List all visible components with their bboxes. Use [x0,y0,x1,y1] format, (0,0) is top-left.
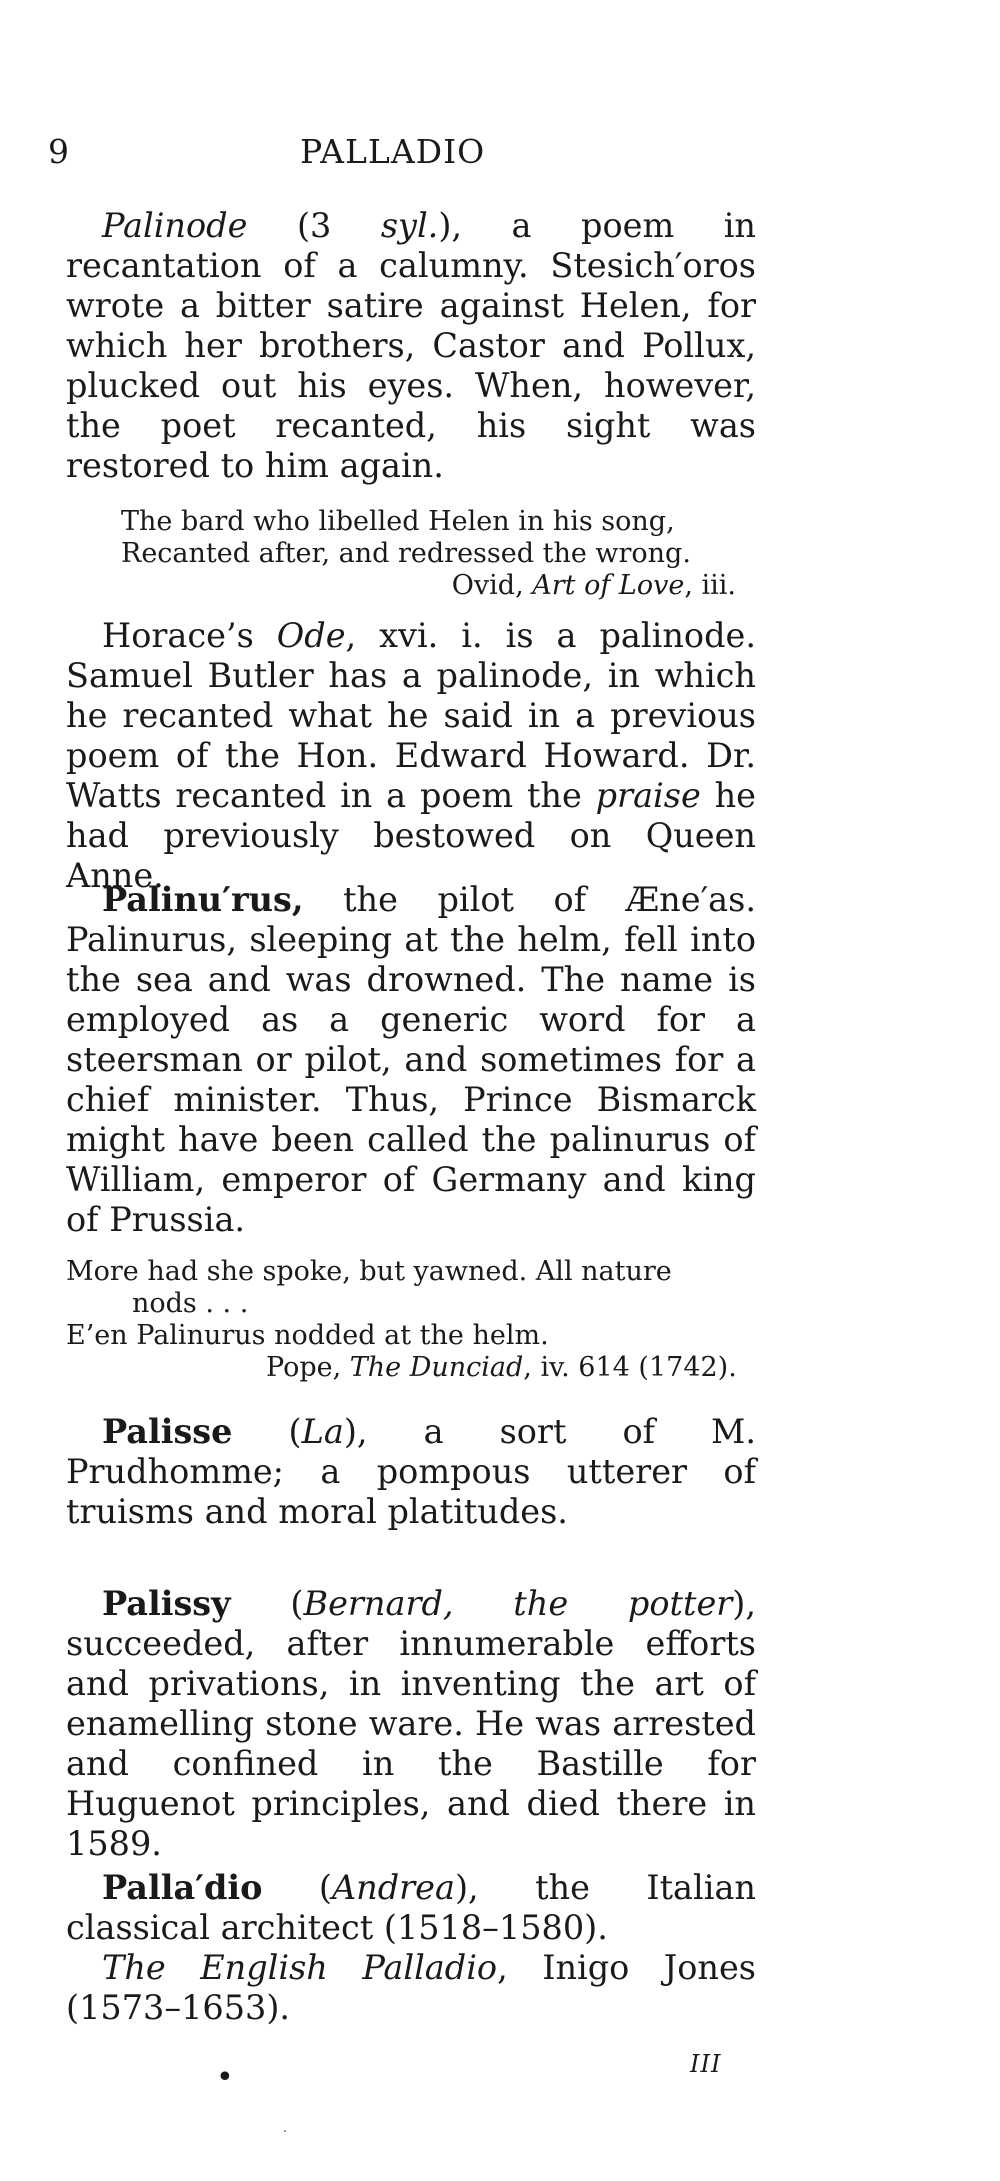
entry-palinode [66,206,756,896]
head-title: PALLADIO [300,132,486,171]
palinode-quote: The bard who libelled Helen in his song, Recanted after, and redressed the wrong. Ovid, Art of Love, iii. [66,506,756,602]
palinurus-quote: More had she spoke, but yawned. All nature nods . . . E’en Palinurus nodded at the helm. Pope, The Dunciad, iv. 614 (1742). [66,1256,756,1384]
palinode-paragraph-2: Horace’s Ode, xvi. i. is a palinode. Samuel Butler has a palinode, in which he recanted what he said in a previous poem of the Hon. Edward Howard. Dr. Watts recanted in a poem the praise he had previously bestowed on Queen Anne. [66,616,756,895]
running-head [0,132,1000,182]
palinode-definition: Palinode (3 syl.), a poem in recantation of a calumny. Stesich′oros wrote a bitter satire against Helen, for which her brothers, Castor and Pollux, plucked out his eyes. When, however, the poet recanted, his sight was restored to him again. [66,206,756,485]
entry-palissy [66,1584,756,1864]
palladio-term: Palla′dio [102,1868,263,1907]
signature-mark: III [690,2050,722,2078]
entry-palladio [66,1868,756,2028]
palissy-definition: Palissy (Bernard, the potter), succeeded, after innumerable efforts and privations, in inventing the art of enamelling stone ware. He was arrested and confined in the Bastille for Huguenot principles, and died there in 1589. [66,1584,756,1863]
palisse-term: Palisse [102,1412,233,1451]
scan-speck [284,2130,286,2132]
entry-palinurus [66,880,756,1384]
palinurus-definition: Palinu′rus, the pilot of Æne′as. Palinurus, sleeping at the helm, fell into the sea and was drowned. The name is employed as a generic word for a steersman or pilot, and sometimes for a chief minister. Thus, Prince Bismarck might have been called the palinurus of William, emperor of Germany and king of Prussia. [66,880,756,1239]
entry-palisse [66,1412,756,1532]
palladio-definition: Palla′dio (Andrea), the Italian classical architect (1518–1580). [66,1868,756,1947]
palisse-definition: Palisse (La), a sort of M. Prudhomme; a pompous utterer of truisms and moral platitudes. [66,1412,757,1531]
palinurus-term: Palinu′rus, [102,880,304,919]
palinode-term: Palinode [102,206,248,245]
palinurus-quote-source: Pope, The Dunciad, iv. 614 (1742). [266,1352,737,1383]
palladio-english: The English Palladio, Inigo Jones (1573–1653). [66,1948,756,2027]
palissy-term: Palissy [102,1584,231,1623]
palinode-quote-source: Ovid, Art of Love, iii. [451,570,736,601]
page-number: 9 [48,132,69,171]
footer-mark: • [216,2060,234,2095]
